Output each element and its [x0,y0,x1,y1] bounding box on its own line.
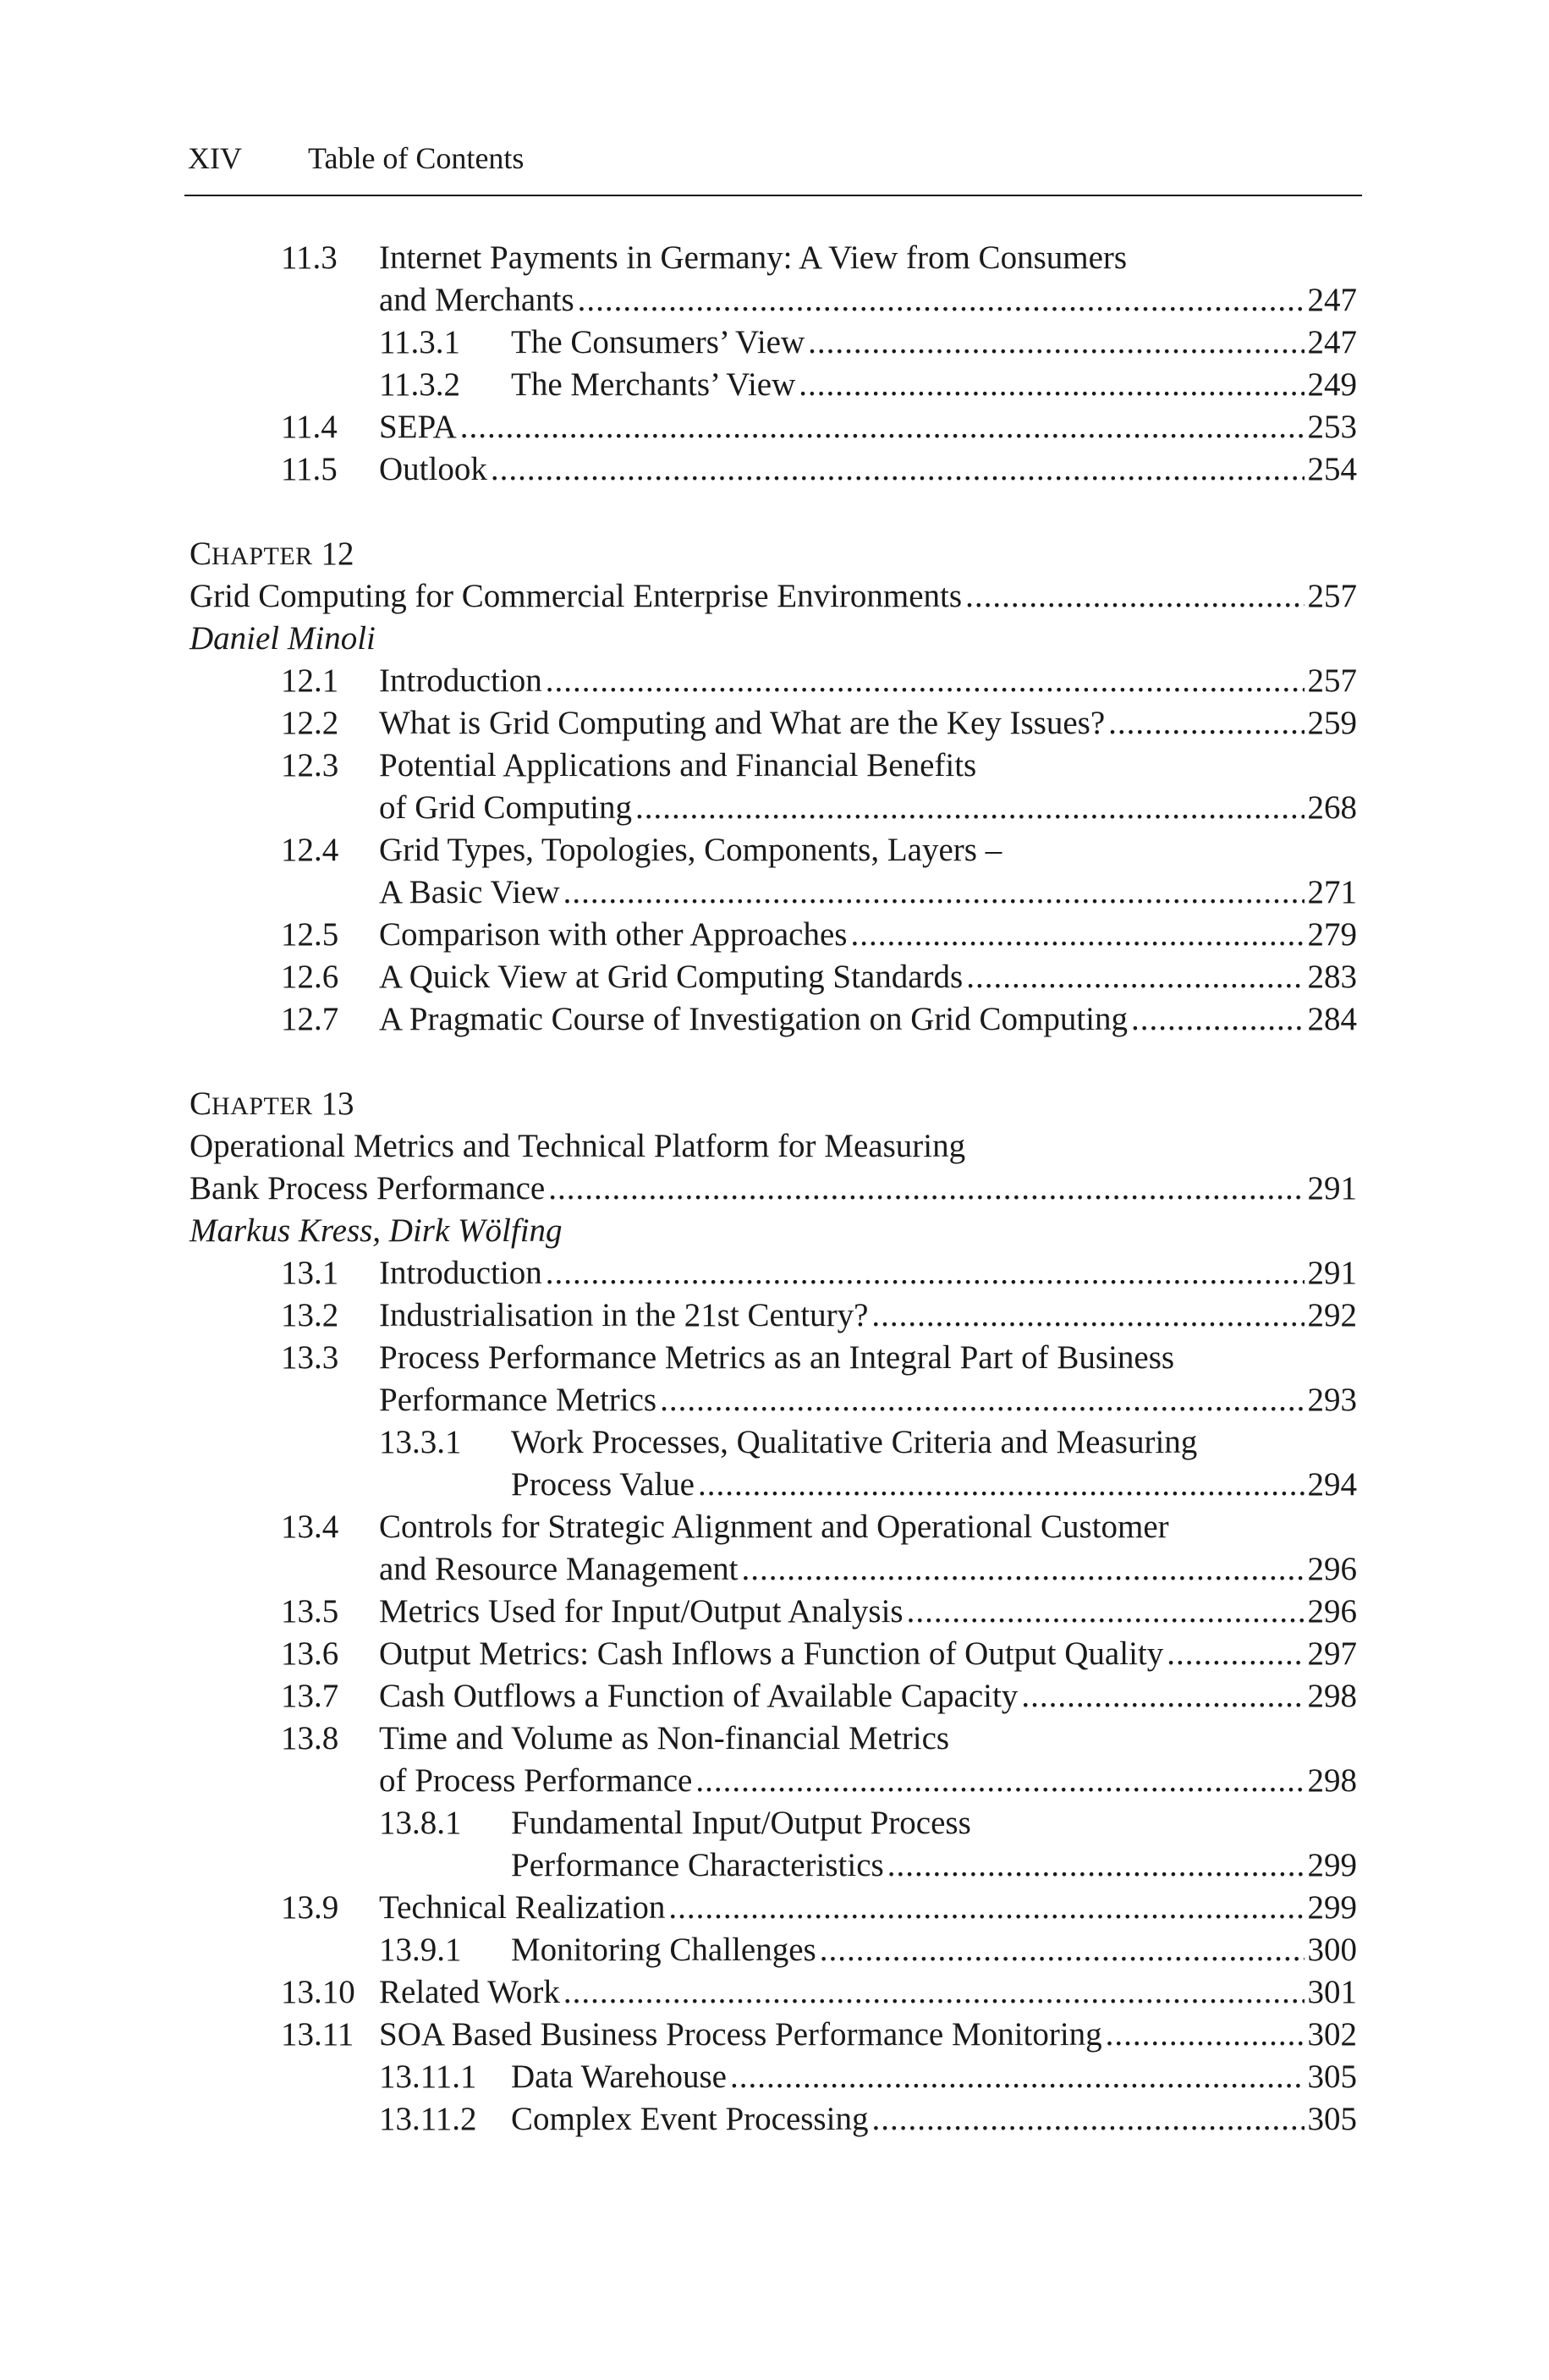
dot-leader [808,322,1304,364]
entry-text-row [511,1464,1357,1506]
dot-leader [546,660,1305,702]
entry-title[interactable]: Work Processes, Qualitative Criteria and Measuring [511,1424,1198,1460]
chapter-title-line [190,575,1357,618]
dot-leader [1167,1633,1304,1675]
entry-title[interactable]: Performance Characteristics [511,1847,884,1883]
entry-title[interactable]: Fundamental Input/Output Process [511,1805,971,1841]
dot-leader [799,364,1304,406]
entry-title[interactable]: A Basic View [379,874,560,910]
toc-entry [190,1294,1357,1337]
entry-title[interactable]: Output Metrics: Cash Inflows a Function of Output Quality [379,1635,1164,1672]
chapter-title-line [190,1168,1357,1210]
dot-leader [871,2098,1304,2141]
entry-title[interactable]: Technical Realization [379,1889,666,1926]
entry-text-row [190,1168,1357,1210]
chapter-author [190,618,1357,660]
entry-text-row [511,1844,1357,1887]
section-number: 11.3.2 [379,366,461,403]
entry-text-row [379,279,1357,322]
toc-entry [190,1929,1357,1971]
entry-text-row [379,660,1357,702]
toc-entry [190,787,1357,829]
entry-title[interactable]: A Pragmatic Course of Investigation on Grid Computing [379,1001,1128,1037]
page-number[interactable]: 279 [1307,916,1357,953]
chapter-number: 12 [321,536,354,572]
entry-title[interactable]: The Consumers’ View [511,324,805,360]
entry-text-row [379,406,1357,448]
toc-entry [190,871,1357,914]
entry-text-row [379,1591,1357,1633]
entry-text-row [379,1379,1357,1421]
chapter-word-initial: C [190,1086,212,1122]
entry-text-row [379,448,1357,491]
spacer [313,1083,321,1125]
toc-entry [190,364,1357,406]
section-number: 13.11.1 [379,2058,477,2095]
entry-text-row [379,745,1357,787]
entry-title[interactable]: Related Work [379,1974,560,2010]
entry-title[interactable]: Operational Metrics and Technical Platform for Measuring [190,1128,966,1164]
toc-entry [190,702,1357,745]
entry-text-row [379,1633,1357,1675]
section-number: 13.1 [281,1255,339,1291]
entry-title[interactable]: Data Warehouse [511,2058,727,2095]
entry-text-row [379,956,1357,998]
dot-leader [965,575,1304,618]
toc-entry [190,2014,1357,2056]
entry-text-row [511,1929,1357,1971]
toc-entry [190,1675,1357,1718]
dot-leader [1106,2014,1305,2056]
section-number: 13.10 [281,1974,355,2010]
section-number: 13.8 [281,1720,339,1756]
entry-title[interactable]: Metrics Used for Input/Output Analysis [379,1593,904,1630]
section-number: 11.5 [281,451,338,487]
section-number: 13.11 [281,2016,354,2053]
toc-entry [190,1379,1357,1421]
dot-leader [548,1168,1304,1210]
toc-entry [190,448,1357,491]
page-number[interactable]: 271 [1307,874,1357,910]
page-number[interactable]: 299 [1307,1847,1357,1883]
entry-title[interactable]: of Process Performance [379,1762,693,1799]
toc-entry [190,1887,1357,1929]
entry-text-row [379,914,1357,956]
toc-entry [190,1633,1357,1675]
toc-entry [190,1591,1357,1633]
section-number: 13.3 [281,1339,339,1376]
entry-title[interactable]: A Quick View at Grid Computing Standards [379,959,964,995]
dot-leader [660,1379,1304,1421]
entry-text-row [379,2014,1357,2056]
entry-text-row [379,1887,1357,1929]
page-number[interactable]: 299 [1307,1889,1357,1926]
entry-text-row [511,2056,1357,2098]
section-number: 13.2 [281,1297,339,1333]
entry-text-row [190,1125,1357,1168]
entry-title[interactable]: Industrialisation in the 21st Century? [379,1297,869,1333]
page-number[interactable]: 292 [1307,1297,1357,1333]
entry-title[interactable]: Internet Payments in Germany: A View from Consumers [379,239,1128,276]
entry-title[interactable]: Potential Applications and Financial Benefits [379,747,977,783]
toc-entry [190,2056,1357,2098]
entry-title[interactable]: and Merchants [379,282,574,318]
dot-leader [546,1252,1305,1294]
toc-entry [190,998,1357,1041]
entry-title[interactable]: Daniel Minoli [190,620,376,657]
chapter-word-rest: HAPTER [211,1092,313,1120]
toc-entry [190,2098,1357,2141]
entry-title[interactable]: Controls for Strategic Alignment and Operational Customer [379,1509,1169,1545]
dot-leader [563,871,1305,914]
page-number[interactable]: 298 [1307,1762,1357,1799]
chapter-word-rest: HAPTER [211,542,313,570]
table-of-contents [190,237,1357,2141]
page-number[interactable]: 283 [1307,959,1357,995]
toc-entry [190,745,1357,787]
page-number[interactable]: 300 [1307,1932,1357,1968]
page-number[interactable]: 293 [1307,1382,1357,1418]
header-rule [184,195,1362,196]
entry-title[interactable]: Comparison with other Approaches [379,916,848,953]
toc-entry [190,1760,1357,1802]
toc-entry [190,1337,1357,1379]
dot-leader [742,1548,1305,1591]
section-number: 11.4 [281,409,338,445]
entry-text-row [379,829,1357,871]
entry-title[interactable]: What is Grid Computing and What are the Key Issues? [379,705,1106,741]
dot-leader [695,1760,1304,1802]
toc-entry [190,829,1357,871]
entry-text-row [379,1252,1357,1294]
dot-leader [563,1971,1305,2014]
entry-text-row [511,364,1357,406]
entry-title[interactable]: Introduction [379,662,542,699]
entry-title[interactable]: SEPA [379,409,457,445]
page-number[interactable]: 297 [1307,1635,1357,1672]
toc-entry [190,237,1357,279]
toc-entry [190,1844,1357,1887]
entry-text-row [511,1802,1357,1844]
spacer [313,533,321,575]
entry-text-row [190,618,1357,660]
toc-entry [190,279,1357,322]
page-number[interactable]: 305 [1307,2101,1357,2137]
section-number: 13.9 [281,1889,339,1926]
section-number: 13.4 [281,1509,339,1545]
entry-title[interactable]: SOA Based Business Process Performance Monitoring [379,2016,1102,2053]
toc-entry [190,1971,1357,2014]
toc-entry [190,1506,1357,1548]
entry-text-row [190,575,1357,618]
page-number[interactable]: 247 [1307,282,1357,318]
entry-text-row [511,322,1357,364]
section-number: 13.11.2 [379,2101,477,2137]
entry-title[interactable]: and Resource Management [379,1551,739,1587]
chapter-number: 13 [321,1086,354,1122]
entry-title[interactable]: Process Value [511,1466,695,1503]
page-number[interactable]: 291 [1307,1255,1357,1291]
entry-text-row [379,787,1357,829]
toc-entry [190,914,1357,956]
dot-leader [966,956,1304,998]
entry-text-row [379,237,1357,279]
section-number: 13.5 [281,1593,339,1630]
page-number[interactable]: 305 [1307,2058,1357,2095]
entry-text-row [379,998,1357,1041]
dot-leader [820,1929,1305,1971]
entry-text-row [379,871,1357,914]
entry-text-row [379,1675,1357,1718]
page-number[interactable]: 257 [1307,578,1357,614]
toc-entry [190,1718,1357,1760]
page-number[interactable]: 259 [1307,705,1357,741]
entry-text-row [511,2098,1357,2141]
chapter-heading [190,1083,1357,1125]
chapter-heading [190,533,1357,575]
dot-leader [491,448,1305,491]
page-number[interactable]: 247 [1307,324,1357,360]
dot-leader [1021,1675,1304,1718]
dot-leader [850,914,1304,956]
entry-text-row [190,1210,1357,1252]
entry-title[interactable]: Introduction [379,1255,542,1291]
toc-entry [190,660,1357,702]
toc-entry [190,1421,1357,1464]
entry-text-row [379,1506,1357,1548]
page-number[interactable]: 296 [1307,1551,1357,1587]
toc-entry [190,956,1357,998]
dot-leader [907,1591,1305,1633]
dot-leader [730,2056,1305,2098]
toc-entry [190,322,1357,364]
section-number: 13.3.1 [379,1424,462,1460]
section-number: 12.7 [281,1001,339,1037]
section-gap [190,1041,1357,1083]
running-title: Table of Contents [308,141,525,175]
section-number: 13.6 [281,1635,339,1672]
page-number[interactable]: 257 [1307,662,1357,699]
dot-leader [460,406,1305,448]
dot-leader [1108,702,1304,745]
section-number: 13.8.1 [379,1805,462,1841]
toc-entry [190,1464,1357,1506]
section-number: 13.9.1 [379,1932,462,1968]
entry-title[interactable]: Markus Kress, Dirk Wölfing [190,1212,563,1249]
dot-leader [635,787,1305,829]
page-number[interactable]: 302 [1307,2016,1357,2053]
entry-title[interactable]: Bank Process Performance [190,1170,546,1206]
entry-title[interactable]: Cash Outflows a Function of Available Capacity [379,1678,1019,1714]
entry-title[interactable]: Monitoring Challenges [511,1932,816,1968]
page-number[interactable]: 291 [1307,1170,1357,1206]
toc-entry [190,406,1357,448]
entry-text-row [379,1971,1357,2014]
chapter-heading-text [190,533,1357,578]
page-number[interactable]: 268 [1307,789,1357,826]
section-gap [190,491,1357,533]
dot-leader [578,279,1305,322]
dot-leader [887,1844,1305,1887]
entry-title[interactable]: Process Performance Metrics as an Integral Part of Business [379,1339,1175,1376]
toc-entry [190,1548,1357,1591]
section-number: 12.2 [281,705,339,741]
entry-title[interactable]: Outlook [379,451,487,487]
entry-text-row [379,1294,1357,1337]
page-number[interactable]: 294 [1307,1466,1357,1503]
chapter-heading-text [190,1083,1357,1128]
dot-leader [698,1464,1305,1506]
toc-entry [190,1252,1357,1294]
running-header [188,140,524,176]
section-number: 13.7 [281,1678,339,1714]
entry-title[interactable]: Complex Event Processing [511,2101,869,2137]
section-number: 11.3 [281,239,338,276]
toc-entry [190,1802,1357,1844]
entry-title[interactable]: Time and Volume as Non-financial Metrics [379,1720,950,1756]
section-number: 11.3.1 [379,324,461,360]
entry-text-row [379,1548,1357,1591]
entry-title[interactable]: Grid Computing for Commercial Enterprise Environments [190,578,963,614]
chapter-title-line [190,1125,1357,1168]
chapter-author [190,1210,1357,1252]
page-number[interactable]: 296 [1307,1593,1357,1630]
entry-title[interactable]: of Grid Computing [379,789,632,826]
section-number: 12.3 [281,747,339,783]
section-number: 12.4 [281,832,339,868]
entry-text-row [511,1421,1357,1464]
page-number[interactable]: 249 [1307,366,1357,403]
section-number: 12.1 [281,662,339,699]
entry-text-row [379,702,1357,745]
page-number[interactable]: 253 [1307,409,1357,445]
section-number: 12.5 [281,916,339,953]
page-number[interactable]: 254 [1307,451,1357,487]
entry-text-row [379,1760,1357,1802]
page-folio: XIV [188,141,242,175]
dot-leader [871,1294,1304,1337]
page-number[interactable]: 301 [1307,1974,1357,2010]
dot-leader [668,1887,1304,1929]
page-number[interactable]: 298 [1307,1678,1357,1714]
entry-text-row [379,1337,1357,1379]
entry-title[interactable]: The Merchants’ View [511,366,796,403]
section-number: 12.6 [281,959,339,995]
dot-leader [1131,998,1305,1041]
entry-title[interactable]: Grid Types, Topologies, Components, Layers – [379,832,1002,868]
page-number[interactable]: 284 [1307,1001,1357,1037]
entry-title[interactable]: Performance Metrics [379,1382,657,1418]
chapter-word-initial: C [190,536,212,572]
entry-text-row [379,1718,1357,1760]
